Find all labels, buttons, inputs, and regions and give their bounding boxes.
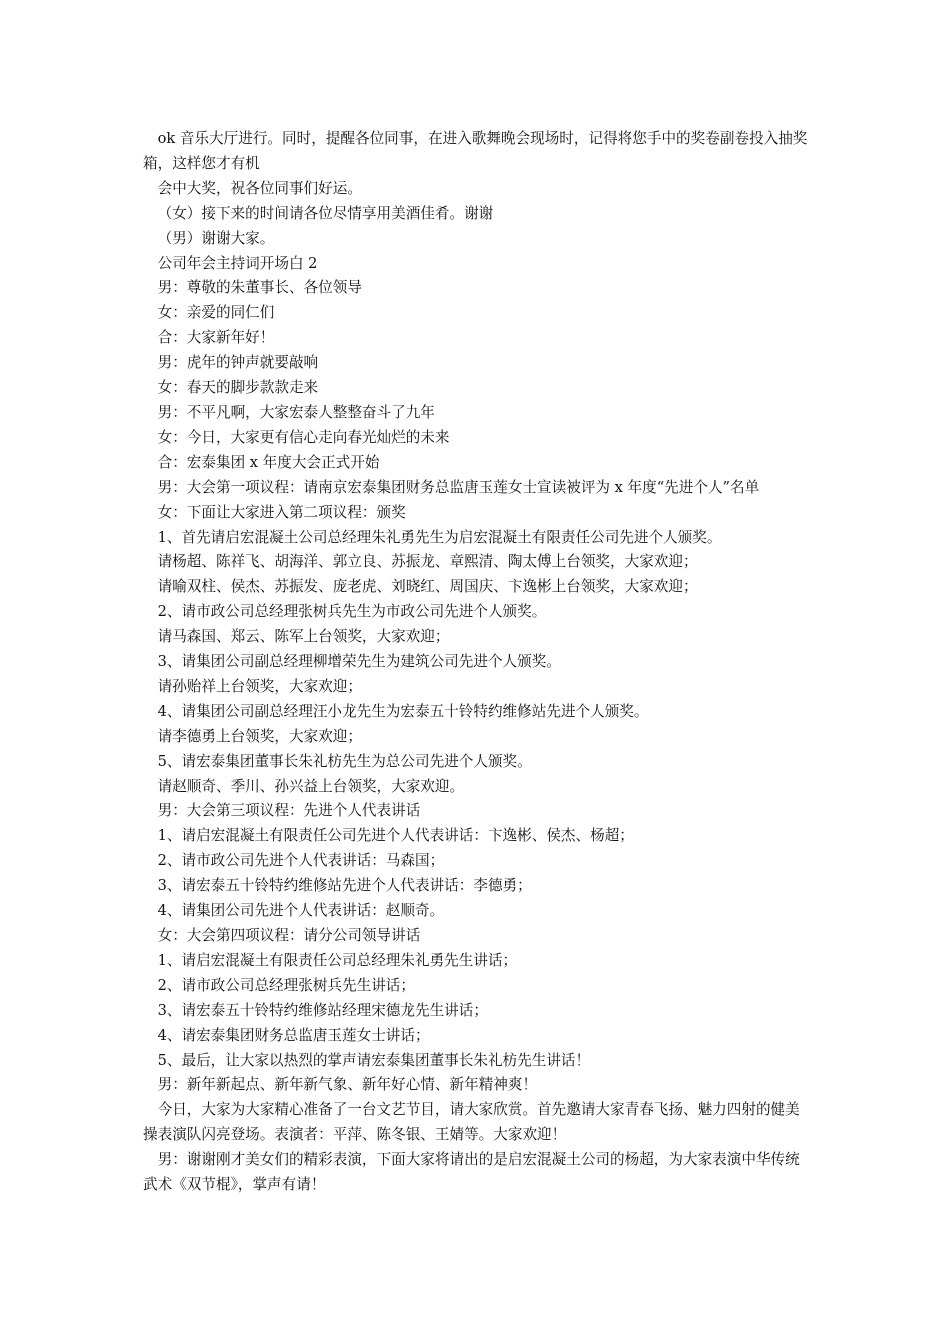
paragraph: ok 音乐大厅进行。同时，提醒各位同事，在进入歌舞晚会现场时，记得将您手中的奖卷副卷投入抽奖箱，这样您才有机 (143, 130, 808, 172)
paragraph: 2、请市政公司总经理张树兵先生讲话； (157, 976, 415, 994)
paragraph: 公司年会主持词开场白 2 (157, 254, 318, 272)
paragraph: 男：大会第一项议程：请南京宏泰集团财务总监唐玉莲女士宣读被评为 x 年度“先进个人”名单 (157, 478, 760, 496)
paragraph: 2、请市政公司总经理张树兵先生为市政公司先进个人颁奖。 (157, 603, 547, 621)
paragraph: 请喻双柱、侯杰、苏振发、庞老虎、刘晓红、周国庆、卞逸彬上台领奖，大家欢迎； (157, 578, 698, 596)
paragraph: 男：大会第三项议程：先进个人代表讲话 (157, 802, 421, 820)
paragraph: 请孙贻祥上台领奖，大家欢迎； (157, 677, 362, 695)
paragraph: 3、请宏泰五十铃特约维修站先进个人代表讲话：李德勇； (157, 877, 532, 895)
document-body (143, 127, 808, 1198)
paragraph: （女）接下来的时间请各位尽情享用美酒佳肴。谢谢 (157, 204, 494, 222)
paragraph: 女：大会第四项议程：请分公司领导讲话 (157, 927, 421, 944)
paragraph: 1、请启宏混凝土有限责任公司总经理朱礼勇先生讲话； (157, 951, 518, 969)
paragraph: 女：下面让大家进入第二项议程：颁奖 (157, 503, 406, 521)
paragraph: 女：春天的脚步款款走来 (157, 379, 319, 397)
paragraph: 请赵顺奇、季川、孙兴益上台领奖，大家欢迎。 (157, 777, 465, 795)
paragraph: 请杨超、陈祥飞、胡海洋、郭立良、苏振龙、章熙清、陶太傅上台领奖，大家欢迎； (157, 553, 698, 571)
paragraph: 3、请集团公司副总经理柳增荣先生为建筑公司先进个人颁奖。 (157, 653, 561, 671)
paragraph: 男：虎年的钟声就要敲响 (157, 354, 319, 372)
paragraph: 5、请宏泰集团董事长朱礼枋先生为总公司先进个人颁奖。 (157, 752, 532, 770)
paragraph: 男：新年新起点、新年新气象、新年好心情、新年精神爽！ (157, 1076, 538, 1094)
paragraph: 女：亲爱的同仁们 (157, 304, 275, 322)
paragraph: 4、请集团公司副总经理汪小龙先生为宏泰五十铃特约维修站先进个人颁奖。 (157, 702, 649, 720)
paragraph: 会中大奖，祝各位同事们好运。 (157, 179, 362, 197)
paragraph: 男：尊敬的朱董事长、各位领导 (157, 279, 362, 297)
paragraph: （男）谢谢大家。 (157, 229, 275, 247)
paragraph: 今日，大家为大家精心准备了一台文艺节目，请大家欣赏。首先邀请大家青春飞扬、魅力四射的健美操表演队闪亮登场。表演者：平萍、陈冬银、王婧等。大家欢迎！ (143, 1101, 800, 1144)
paragraph: 请李德勇上台领奖，大家欢迎； (157, 727, 362, 745)
paragraph: 男：不平凡啊，大家宏泰人整整奋斗了九年 (157, 403, 435, 421)
paragraph: 4、请宏泰集团财务总监唐玉莲女士讲话； (157, 1026, 430, 1044)
paragraph: 1、请启宏混凝土有限责任公司先进个人代表讲话：卞逸彬、侯杰、杨超； (157, 827, 634, 845)
paragraph: 合：宏泰集团 x 年度大会正式开始 (157, 453, 380, 471)
paragraph: 合：大家新年好！ (157, 329, 275, 347)
paragraph: 2、请市政公司先进个人代表讲话：马森国； (157, 852, 445, 870)
paragraph: 女：今日，大家更有信心走向春光灿烂的未来 (157, 428, 450, 446)
paragraph: 4、请集团公司先进个人代表讲话：赵顺奇。 (157, 902, 445, 920)
paragraph: 男：谢谢刚才美女们的精彩表演，下面大家将请出的是启宏混凝土公司的杨超，为大家表演中华传统武术《双节棍》，掌声有请！ (143, 1151, 800, 1194)
paragraph: 1、首先请启宏混凝土公司总经理朱礼勇先生为启宏混凝土有限责任公司先进个人颁奖。 (157, 528, 722, 546)
paragraph: 5、最后，让大家以热烈的掌声请宏泰集团董事长朱礼枋先生讲话！ (157, 1051, 591, 1069)
paragraph: 请马森国、郑云、陈军上台领奖，大家欢迎； (157, 628, 450, 646)
paragraph: 3、请宏泰五十铃特约维修站经理宋德龙先生讲话； (157, 1001, 488, 1019)
